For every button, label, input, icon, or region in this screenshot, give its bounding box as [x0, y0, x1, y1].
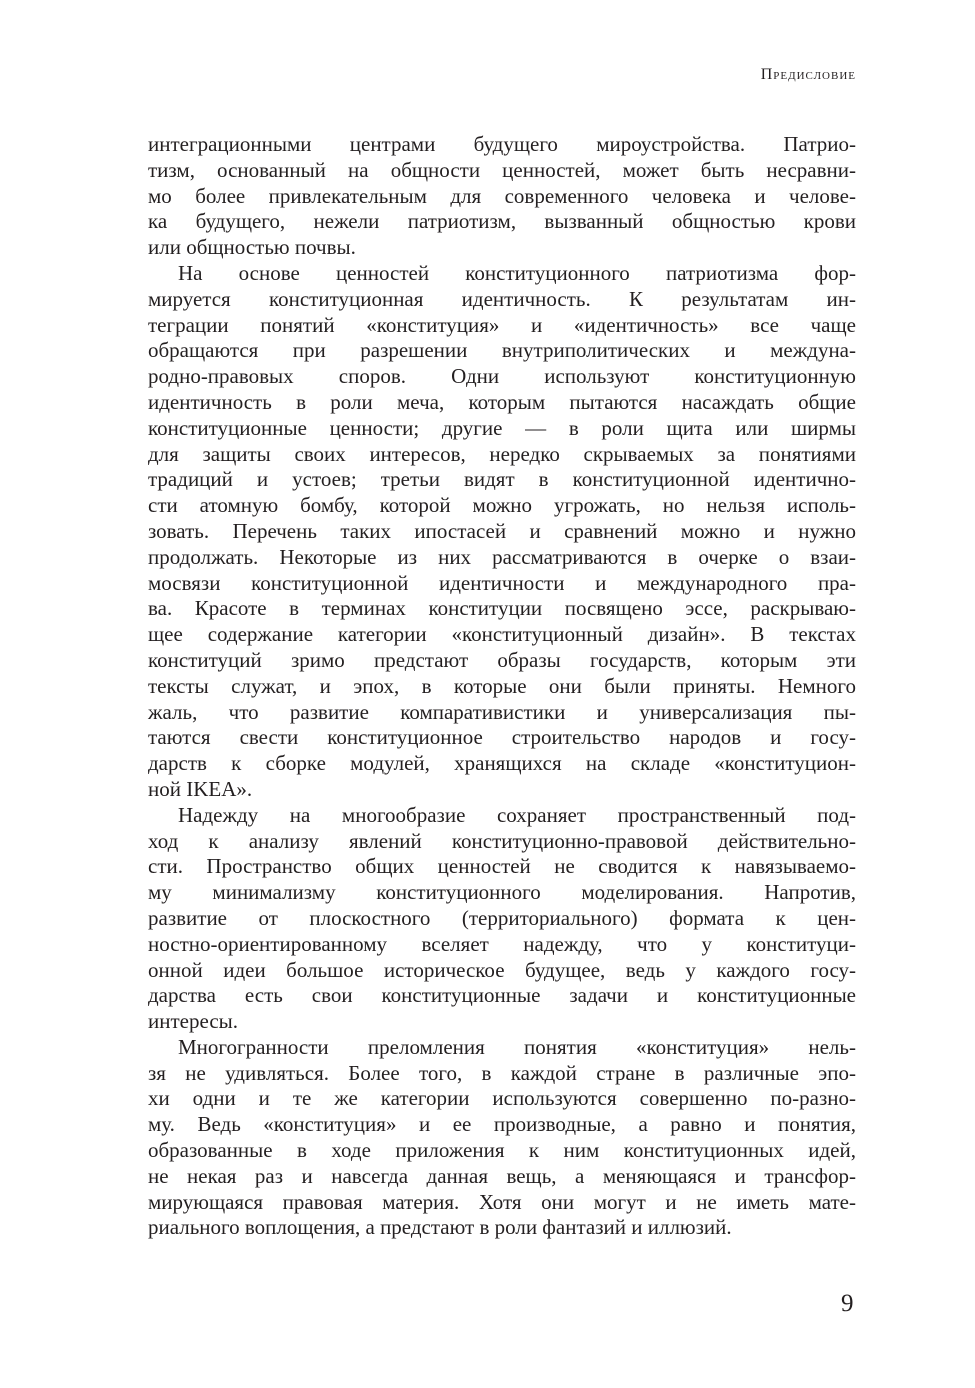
text-line: конституций зримо предстают образы государств, которым эти	[148, 647, 856, 672]
text-line: образованные в ходе приложения к ним конституционных идей,	[148, 1138, 856, 1163]
paragraph	[148, 803, 856, 1035]
paragraph	[148, 261, 856, 803]
text-line: тизм, основанный на общности ценностей, может быть несравни-	[148, 157, 856, 182]
text-line: ностно-ориентированному вселяет надежду, что у конституци-	[148, 931, 856, 956]
paragraph	[148, 1035, 856, 1241]
running-header: Предисловие	[760, 66, 856, 83]
text-line: родно-правовых споров. Одни используют конституционную	[148, 364, 856, 389]
text-line: сти атомную бомбу, которой можно угрожать, но нельзя исполь-	[148, 493, 856, 518]
text-line: Надежду на многообразие сохраняет пространственный под-	[178, 802, 856, 827]
text-line: риального воплощения, а предстают в роли фантазий и иллюзий.	[148, 1215, 732, 1240]
text-line: му. Ведь «конституция» и ее производные, а равно и понятия,	[148, 1112, 856, 1137]
text-line: тексты служат, и эпох, в которые они были приняты. Немного	[148, 673, 856, 698]
text-line: хи одни и те же категории используются совершенно по-разно-	[148, 1086, 856, 1111]
text-line: ход к анализу явлений конституционно-правовой действительно-	[148, 828, 856, 853]
text-line: жаль, что развитие компаративистики и универсализация пы-	[148, 699, 856, 724]
text-line: продолжать. Некоторые из них рассматриваются в очерке о взаи-	[148, 544, 856, 569]
text-line: для защиты своих интересов, нередко скрываемых за понятиями	[148, 441, 856, 466]
text-line: не некая раз и навсегда данная вещь, а меняющаяся и трансфор-	[148, 1163, 856, 1188]
text-line: интеграционными центрами будущего мироустройства. Патрио-	[148, 132, 856, 156]
text-line: дарства есть свои конституционные задачи и конституционные	[148, 983, 856, 1008]
text-line: обращаются при разрешении внутриполитических и междуна-	[148, 338, 856, 363]
text-line: идентичность в роли меча, которым пытаются насаждать общие	[148, 389, 856, 414]
body-text	[148, 132, 856, 1241]
text-line: онной идеи большое историческое будущее, ведь у каждого госу-	[148, 957, 856, 982]
text-line: щее содержание категории «конституционный дизайн». В текстах	[148, 622, 856, 647]
text-line: таются свести конституционное строительство народов и госу-	[148, 725, 856, 750]
text-line: интересы.	[148, 1009, 238, 1034]
text-line: мо более привлекательным для современного человека и челове-	[148, 183, 856, 208]
text-line: Многогранности преломления понятия «конституция» нель-	[178, 1034, 856, 1059]
text-line: мируется конституционная идентичность. К результатам ин-	[148, 286, 856, 311]
paragraph	[148, 132, 856, 261]
text-line: развитие от плоскостного (территориального) формата к цен-	[148, 905, 856, 930]
text-line: му минимализму конституционного моделирования. Напротив,	[148, 880, 856, 905]
text-line: ка будущего, нежели патриотизм, вызванный общностью крови	[148, 209, 856, 234]
text-line: мирующаяся правовая материя. Хотя они могут и не иметь мате-	[148, 1189, 856, 1214]
text-line: дарств к сборке модулей, хранящихся на складе «конституцион-	[148, 751, 856, 776]
text-line: ной IKEA».	[148, 776, 253, 801]
text-line: мосвязи конституционной идентичности и международного пра-	[148, 570, 856, 595]
text-line: традиций и устоев; третьи видят в конституционной идентично-	[148, 467, 856, 492]
text-line: зя не удивляться. Более того, в каждой стране в различные эпо-	[148, 1060, 856, 1085]
text-line: ва. Красоте в терминах конституции посвящено эссе, раскрываю-	[148, 596, 856, 621]
text-line: теграции понятий «конституция» и «идентичность» все чаще	[148, 312, 856, 337]
text-line: На основе ценностей конституционного патриотизма фор-	[178, 260, 856, 285]
text-line: зовать. Перечень таких ипостасей и сравнений можно и нужно	[148, 518, 856, 543]
text-line: или общностью почвы.	[148, 235, 356, 260]
text-line: конституционные ценности; другие — в роли щита или ширмы	[148, 415, 856, 440]
text-line: сти. Пространство общих ценностей не сводится к навязываемо-	[148, 854, 856, 879]
page-number: 9	[841, 1290, 854, 1317]
